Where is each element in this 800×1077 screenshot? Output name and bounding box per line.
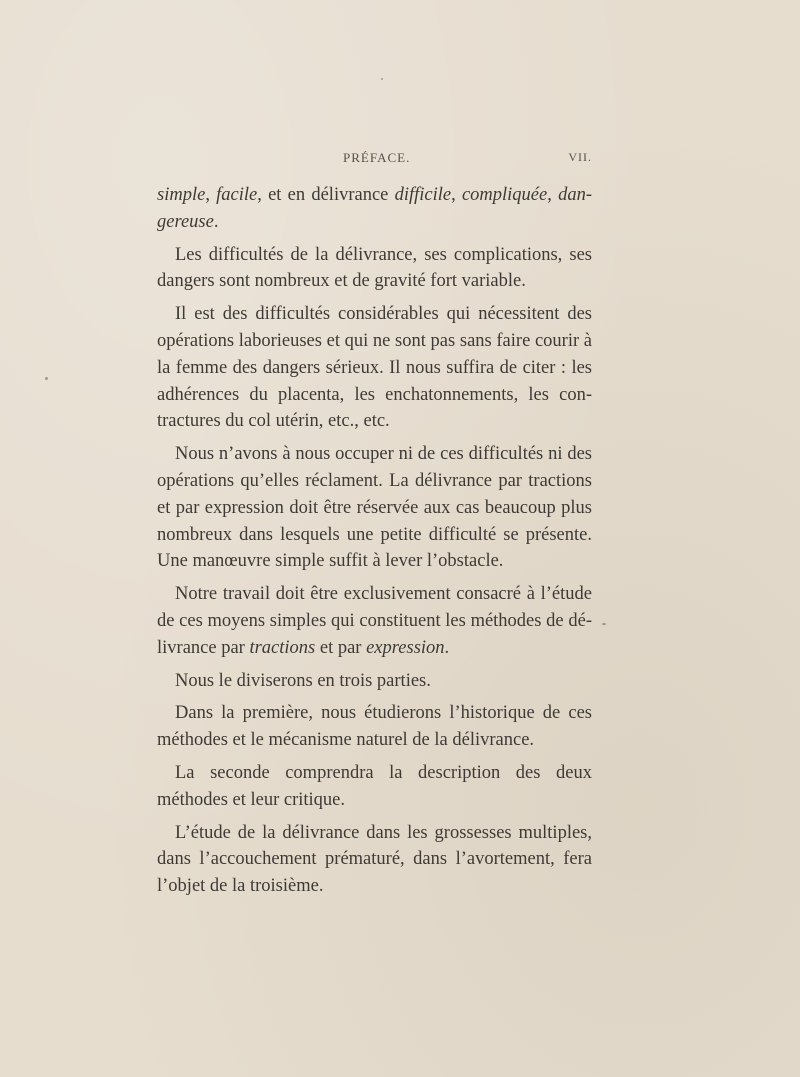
paragraph: La seconde comprendra la description des deux méthodes et leur critique. bbox=[157, 762, 592, 810]
paragraph: Nous n’avons à nous occuper ni de ces difficultés ni des opérations qu’elles réclament. La délivrance par tractions et par expression doit être réservée aux cas beaucoup plus nombreux dans lesquels une petite difficulté se présente. Une manœuvre simple suffit à lever l’obstacle. bbox=[157, 444, 592, 572]
running-header bbox=[157, 150, 592, 172]
body-text bbox=[157, 182, 592, 906]
paragraph: Les difficultés de la délivrance, ses complications, ses dangers sont nombreux et de gravité fort variable. bbox=[157, 244, 592, 292]
paragraph: simple, facile, et en délivrance difficile, compliquée, dan-gereuse. bbox=[157, 185, 592, 232]
page-number: VII. bbox=[568, 150, 592, 164]
paper-speck bbox=[381, 78, 383, 80]
paragraph: Nous le diviserons en trois parties. bbox=[175, 670, 431, 691]
paper-speck bbox=[45, 377, 48, 380]
paragraph: Il est des difficultés considérables qui nécessitent des opérations laborieuses et qui ne sont pas sans faire courir à la femme des dangers sérieux. Il nous suffira de citer : les adhérences du placenta, les enchatonnements, les con-tractures du col utérin, etc., etc. bbox=[157, 304, 592, 432]
paragraph: Dans la première, nous étudierons l’historique de ces méthodes et le mécanisme naturel de la délivrance. bbox=[157, 703, 592, 751]
paragraph: L’étude de la délivrance dans les grossesses multiples, dans l’accouchement prématuré, dans l’avortement, fera l’objet de la troisième. bbox=[157, 822, 592, 897]
paper-speck bbox=[602, 623, 606, 625]
paragraph: Notre travail doit être exclusivement consacré à l’étude de ces moyens simples qui constituent les méthodes de dé-livrance par tractions et par expression. bbox=[157, 584, 592, 658]
running-title: PRÉFACE. bbox=[343, 150, 411, 165]
